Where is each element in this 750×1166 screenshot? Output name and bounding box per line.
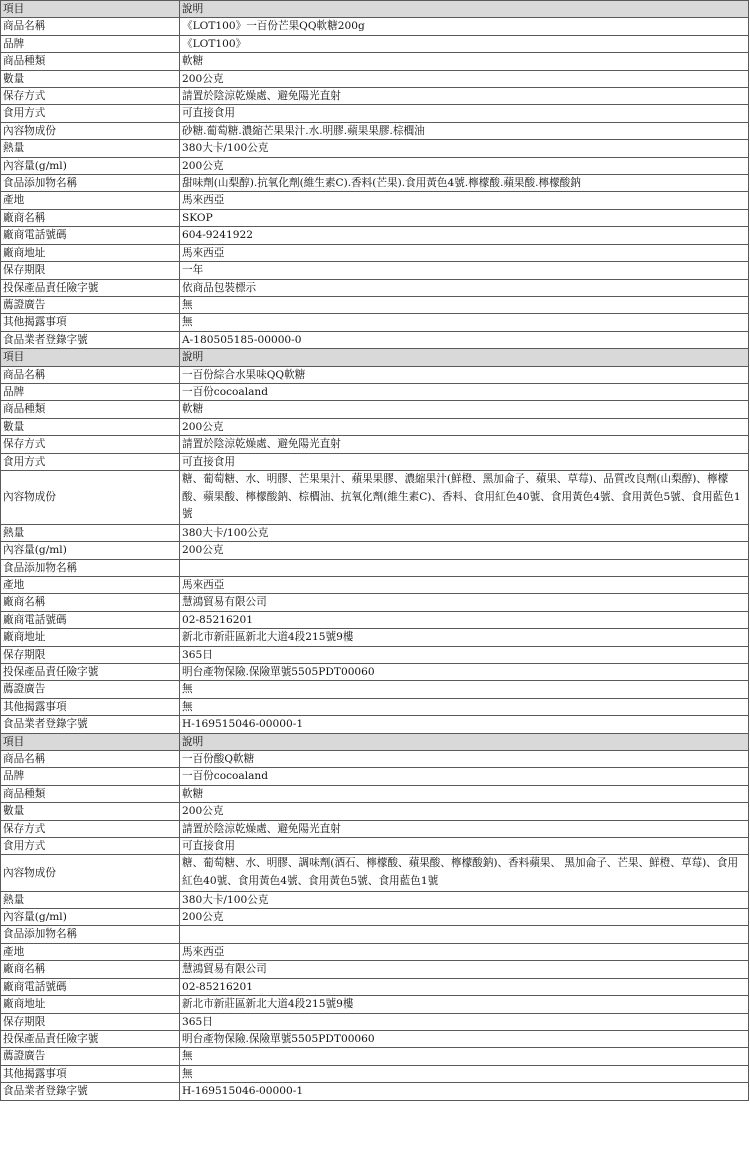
row-value-cell: 《LOT100》	[180, 35, 749, 52]
row-value-cell: 軟糖	[180, 53, 749, 70]
product-spec-table-body	[1, 1, 749, 1101]
table-row	[1, 105, 749, 122]
table-row	[1, 1065, 749, 1082]
table-row	[1, 314, 749, 331]
row-value-cell: 糖、葡萄糖、水、明膠、調味劑(酒石、檸檬酸、蘋果酸、檸檬酸鈉)、香料蘋果、 黑加侖子、芒果、鮮橙、草莓)、食用紅色40號、食用黃色4號、食用黃色5號、食用藍色1號	[180, 855, 749, 891]
table-row	[1, 453, 749, 470]
row-label-cell: 商品名稱	[1, 751, 180, 768]
table-row	[1, 664, 749, 681]
table-row	[1, 803, 749, 820]
table-row	[1, 279, 749, 296]
row-value-cell: 200公克	[180, 909, 749, 926]
table-header-row	[1, 1, 749, 18]
header-label-cell: 項目	[1, 349, 180, 366]
row-value-cell: 馬來西亞	[180, 576, 749, 593]
row-label-cell: 食品業者登錄字號	[1, 331, 180, 348]
row-label-cell: 數量	[1, 418, 180, 435]
row-label-cell: 內容量(g/ml)	[1, 157, 180, 174]
row-label-cell: 商品種類	[1, 785, 180, 802]
row-label-cell: 食品業者登錄字號	[1, 716, 180, 733]
row-label-cell: 保存方式	[1, 820, 180, 837]
row-value-cell: 馬來西亞	[180, 943, 749, 960]
table-row	[1, 70, 749, 87]
row-value-cell: 依商品包裝標示	[180, 279, 749, 296]
row-label-cell: 廠商電話號碼	[1, 978, 180, 995]
row-label-cell: 廠商電話號碼	[1, 227, 180, 244]
row-value-cell: 200公克	[180, 542, 749, 559]
table-row	[1, 244, 749, 261]
row-value-cell: 無	[180, 681, 749, 698]
row-value-cell: 請置於陰涼乾燥處、避免陽光直射	[180, 436, 749, 453]
row-value-cell: 無	[180, 1065, 749, 1082]
table-row	[1, 768, 749, 785]
row-value-cell: 慧鴻貿易有限公司	[180, 961, 749, 978]
row-label-cell: 產地	[1, 192, 180, 209]
table-row	[1, 943, 749, 960]
table-header-row	[1, 349, 749, 366]
row-value-cell: 軟糖	[180, 785, 749, 802]
table-row	[1, 383, 749, 400]
row-value-cell: 明台產物保險.保險單號5505PDT00060	[180, 664, 749, 681]
table-row	[1, 559, 749, 576]
table-row	[1, 192, 749, 209]
row-label-cell: 內容量(g/ml)	[1, 909, 180, 926]
row-value-cell: 馬來西亞	[180, 244, 749, 261]
row-label-cell: 熱量	[1, 524, 180, 541]
row-value-cell: 一百份酸Q軟糖	[180, 751, 749, 768]
row-label-cell: 投保產品責任險字號	[1, 279, 180, 296]
row-label-cell: 廠商名稱	[1, 209, 180, 226]
table-row	[1, 698, 749, 715]
row-label-cell: 保存期限	[1, 1013, 180, 1030]
row-value-cell: 604-9241922	[180, 227, 749, 244]
header-value-cell: 說明	[180, 1, 749, 18]
row-label-cell: 薦證廣告	[1, 1048, 180, 1065]
row-label-cell: 內容物成份	[1, 122, 180, 139]
table-row	[1, 594, 749, 611]
row-value-cell	[180, 926, 749, 943]
table-row	[1, 418, 749, 435]
row-value-cell: 慧鴻貿易有限公司	[180, 594, 749, 611]
row-value-cell: 新北市新莊區新北大道4段215號9樓	[180, 996, 749, 1013]
row-value-cell: 請置於陰涼乾燥處、避免陽光直射	[180, 88, 749, 105]
table-row	[1, 542, 749, 559]
table-row	[1, 209, 749, 226]
row-label-cell: 商品種類	[1, 53, 180, 70]
row-label-cell: 保存方式	[1, 436, 180, 453]
table-row	[1, 401, 749, 418]
table-row	[1, 331, 749, 348]
row-value-cell: H-169515046-00000-1	[180, 716, 749, 733]
row-value-cell: A-180505185-00000-0	[180, 331, 749, 348]
table-row	[1, 716, 749, 733]
row-value-cell: 無	[180, 1048, 749, 1065]
table-row	[1, 262, 749, 279]
row-label-cell: 投保產品責任險字號	[1, 664, 180, 681]
table-row	[1, 175, 749, 192]
row-value-cell: 無	[180, 698, 749, 715]
row-value-cell: 380大卡/100公克	[180, 891, 749, 908]
header-value-cell: 說明	[180, 733, 749, 750]
row-value-cell: 可直接食用	[180, 838, 749, 855]
table-row	[1, 751, 749, 768]
row-value-cell: 甜味劑(山梨醇).抗氧化劑(維生素C).香料(芒果).食用黃色4號.檸檬酸.蘋果酸.檸檬酸鈉	[180, 175, 749, 192]
table-row	[1, 157, 749, 174]
row-label-cell: 商品種類	[1, 401, 180, 418]
table-row	[1, 1083, 749, 1100]
row-label-cell: 食用方式	[1, 838, 180, 855]
row-value-cell: 新北市新莊區新北大道4段215號9樓	[180, 629, 749, 646]
table-row	[1, 891, 749, 908]
row-label-cell: 廠商名稱	[1, 961, 180, 978]
table-row	[1, 88, 749, 105]
row-label-cell: 其他揭露事項	[1, 698, 180, 715]
table-row	[1, 53, 749, 70]
table-row	[1, 524, 749, 541]
row-value-cell: 糖、葡萄糖、水、明膠、芒果果汁、蘋果果膠、濃縮果汁(鮮橙、黑加侖子、蘋果、草莓)、品質改良劑(山梨醇)、檸檬酸、蘋果酸、檸檬酸鈉、棕櫚油、抗氧化劑(維生素C)、香料、食用紅色40號、食用黃色4號、食用黃色5號、食用藍色1號	[180, 470, 749, 524]
table-row	[1, 838, 749, 855]
row-value-cell: 200公克	[180, 418, 749, 435]
row-value-cell: 無	[180, 296, 749, 313]
row-label-cell: 其他揭露事項	[1, 1065, 180, 1082]
row-label-cell: 薦證廣告	[1, 681, 180, 698]
table-row	[1, 996, 749, 1013]
table-row	[1, 576, 749, 593]
row-label-cell: 食品添加物名稱	[1, 926, 180, 943]
row-label-cell: 其他揭露事項	[1, 314, 180, 331]
row-label-cell: 薦證廣告	[1, 296, 180, 313]
table-row	[1, 366, 749, 383]
row-label-cell: 商品名稱	[1, 366, 180, 383]
table-row	[1, 436, 749, 453]
row-value-cell: SKOP	[180, 209, 749, 226]
row-label-cell: 廠商名稱	[1, 594, 180, 611]
row-label-cell: 內容物成份	[1, 855, 180, 891]
row-label-cell: 品牌	[1, 768, 180, 785]
row-value-cell: 砂糖.葡萄糖.濃縮芒果果汁.水.明膠.蘋果果膠.棕櫚油	[180, 122, 749, 139]
table-row	[1, 1013, 749, 1030]
row-label-cell: 保存期限	[1, 646, 180, 663]
row-label-cell: 品牌	[1, 35, 180, 52]
row-value-cell: 《LOT100》一百份芒果QQ軟糖200g	[180, 18, 749, 35]
row-value-cell: 380大卡/100公克	[180, 524, 749, 541]
row-value-cell: 可直接食用	[180, 105, 749, 122]
header-label-cell: 項目	[1, 733, 180, 750]
row-label-cell: 食品添加物名稱	[1, 559, 180, 576]
row-label-cell: 商品名稱	[1, 18, 180, 35]
table-row	[1, 909, 749, 926]
table-row	[1, 681, 749, 698]
row-value-cell: 無	[180, 314, 749, 331]
row-value-cell	[180, 559, 749, 576]
row-label-cell: 內容量(g/ml)	[1, 542, 180, 559]
row-label-cell: 熱量	[1, 891, 180, 908]
row-value-cell: 軟糖	[180, 401, 749, 418]
row-value-cell: 一百份cocoaland	[180, 383, 749, 400]
table-row	[1, 629, 749, 646]
table-row	[1, 140, 749, 157]
table-row	[1, 35, 749, 52]
table-row	[1, 18, 749, 35]
row-value-cell: 可直接食用	[180, 453, 749, 470]
table-row	[1, 926, 749, 943]
table-row	[1, 820, 749, 837]
table-row	[1, 978, 749, 995]
row-value-cell: 365日	[180, 646, 749, 663]
row-label-cell: 產地	[1, 576, 180, 593]
row-value-cell: 請置於陰涼乾燥處、避免陽光直射	[180, 820, 749, 837]
row-label-cell: 廠商地址	[1, 996, 180, 1013]
row-label-cell: 食用方式	[1, 105, 180, 122]
row-label-cell: 內容物成份	[1, 470, 180, 524]
row-value-cell: 馬來西亞	[180, 192, 749, 209]
table-row	[1, 296, 749, 313]
row-value-cell: 365日	[180, 1013, 749, 1030]
row-value-cell: 02-85216201	[180, 611, 749, 628]
header-value-cell: 說明	[180, 349, 749, 366]
row-value-cell: 一年	[180, 262, 749, 279]
table-row	[1, 961, 749, 978]
table-row	[1, 855, 749, 891]
table-header-row	[1, 733, 749, 750]
row-value-cell: 一百份cocoaland	[180, 768, 749, 785]
row-label-cell: 廠商電話號碼	[1, 611, 180, 628]
row-value-cell: 一百份綜合水果味QQ軟糖	[180, 366, 749, 383]
header-label-cell: 項目	[1, 1, 180, 18]
row-value-cell: 200公克	[180, 157, 749, 174]
table-row	[1, 785, 749, 802]
table-row	[1, 1048, 749, 1065]
row-label-cell: 熱量	[1, 140, 180, 157]
row-value-cell: H-169515046-00000-1	[180, 1083, 749, 1100]
row-label-cell: 保存期限	[1, 262, 180, 279]
row-label-cell: 投保產品責任險字號	[1, 1030, 180, 1047]
row-value-cell: 02-85216201	[180, 978, 749, 995]
row-value-cell: 明台產物保險.保險單號5505PDT00060	[180, 1030, 749, 1047]
table-row	[1, 122, 749, 139]
row-label-cell: 廠商地址	[1, 244, 180, 261]
row-label-cell: 食用方式	[1, 453, 180, 470]
row-label-cell: 食品添加物名稱	[1, 175, 180, 192]
row-label-cell: 品牌	[1, 383, 180, 400]
table-row	[1, 1030, 749, 1047]
row-value-cell: 200公克	[180, 70, 749, 87]
row-label-cell: 產地	[1, 943, 180, 960]
row-label-cell: 廠商地址	[1, 629, 180, 646]
table-row	[1, 611, 749, 628]
row-label-cell: 數量	[1, 803, 180, 820]
table-row	[1, 227, 749, 244]
row-label-cell: 食品業者登錄字號	[1, 1083, 180, 1100]
table-row	[1, 646, 749, 663]
table-row	[1, 470, 749, 524]
row-label-cell: 數量	[1, 70, 180, 87]
row-label-cell: 保存方式	[1, 88, 180, 105]
row-value-cell: 380大卡/100公克	[180, 140, 749, 157]
row-value-cell: 200公克	[180, 803, 749, 820]
